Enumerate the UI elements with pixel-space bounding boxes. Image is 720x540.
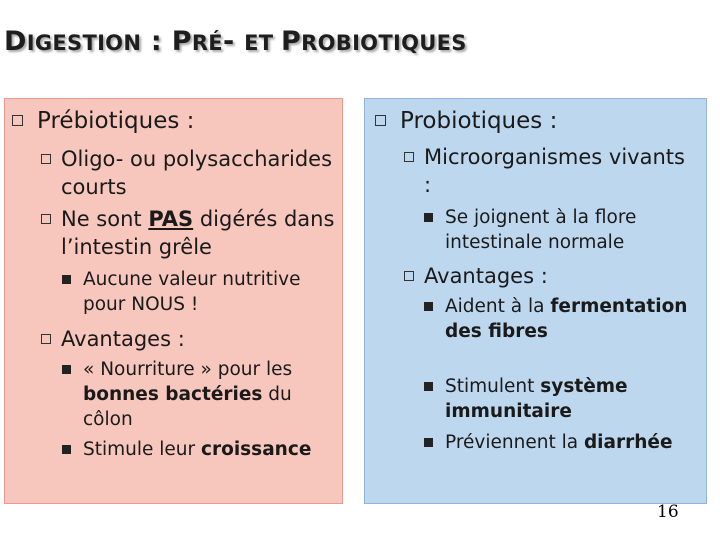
prebiotics-sub-no-nutritive-value: Aucune valeur nutritive pour NOUS ! [83, 267, 338, 317]
prebiotics-item-advantages: Avantages : [61, 325, 341, 353]
square-bullet-icon [404, 271, 414, 281]
square-bullet-icon [375, 115, 386, 126]
slide-title: DIGESTION : PRÉ- ET PROBIOTIQUES [4, 26, 467, 57]
prebiotics-sub-growth: Stimule leur croissance [83, 437, 338, 462]
page-number: 16 [657, 502, 679, 522]
prebiotics-item-oligo: Oligo- ou polysaccharides courts [61, 145, 341, 201]
prebiotics-heading: Prébiotiques : [37, 108, 194, 135]
probiotics-item-advantages: Avantages : [424, 262, 694, 290]
filled-square-bullet-icon [424, 438, 433, 447]
filled-square-bullet-icon [424, 213, 433, 222]
square-bullet-icon [12, 115, 23, 126]
filled-square-bullet-icon [424, 302, 433, 311]
probiotics-item-microorganisms: Microorganismes vivants : [424, 143, 694, 199]
square-bullet-icon [41, 214, 51, 224]
square-bullet-icon [41, 154, 51, 164]
prebiotics-item-not-digested: Ne sont PAS digérés dans l’intestin grêle [61, 205, 341, 261]
square-bullet-icon [404, 152, 414, 162]
probiotics-sub-flora: Se joignent à la flore intestinale normale [445, 205, 700, 255]
filled-square-bullet-icon [424, 382, 433, 391]
filled-square-bullet-icon [62, 365, 71, 374]
filled-square-bullet-icon [62, 275, 71, 284]
probiotics-sub-fermentation: Aident à la fermentation des fibres [445, 294, 700, 344]
prebiotics-sub-food: « Nourriture » pour les bonnes bactéries du côlon [83, 357, 338, 432]
square-bullet-icon [41, 334, 51, 344]
filled-square-bullet-icon [62, 445, 71, 454]
probiotics-sub-immune: Stimulent système immunitaire [445, 374, 700, 424]
probiotics-heading: Probiotiques : [400, 108, 557, 135]
probiotics-sub-diarrhea: Préviennent la diarrhée [445, 430, 700, 455]
